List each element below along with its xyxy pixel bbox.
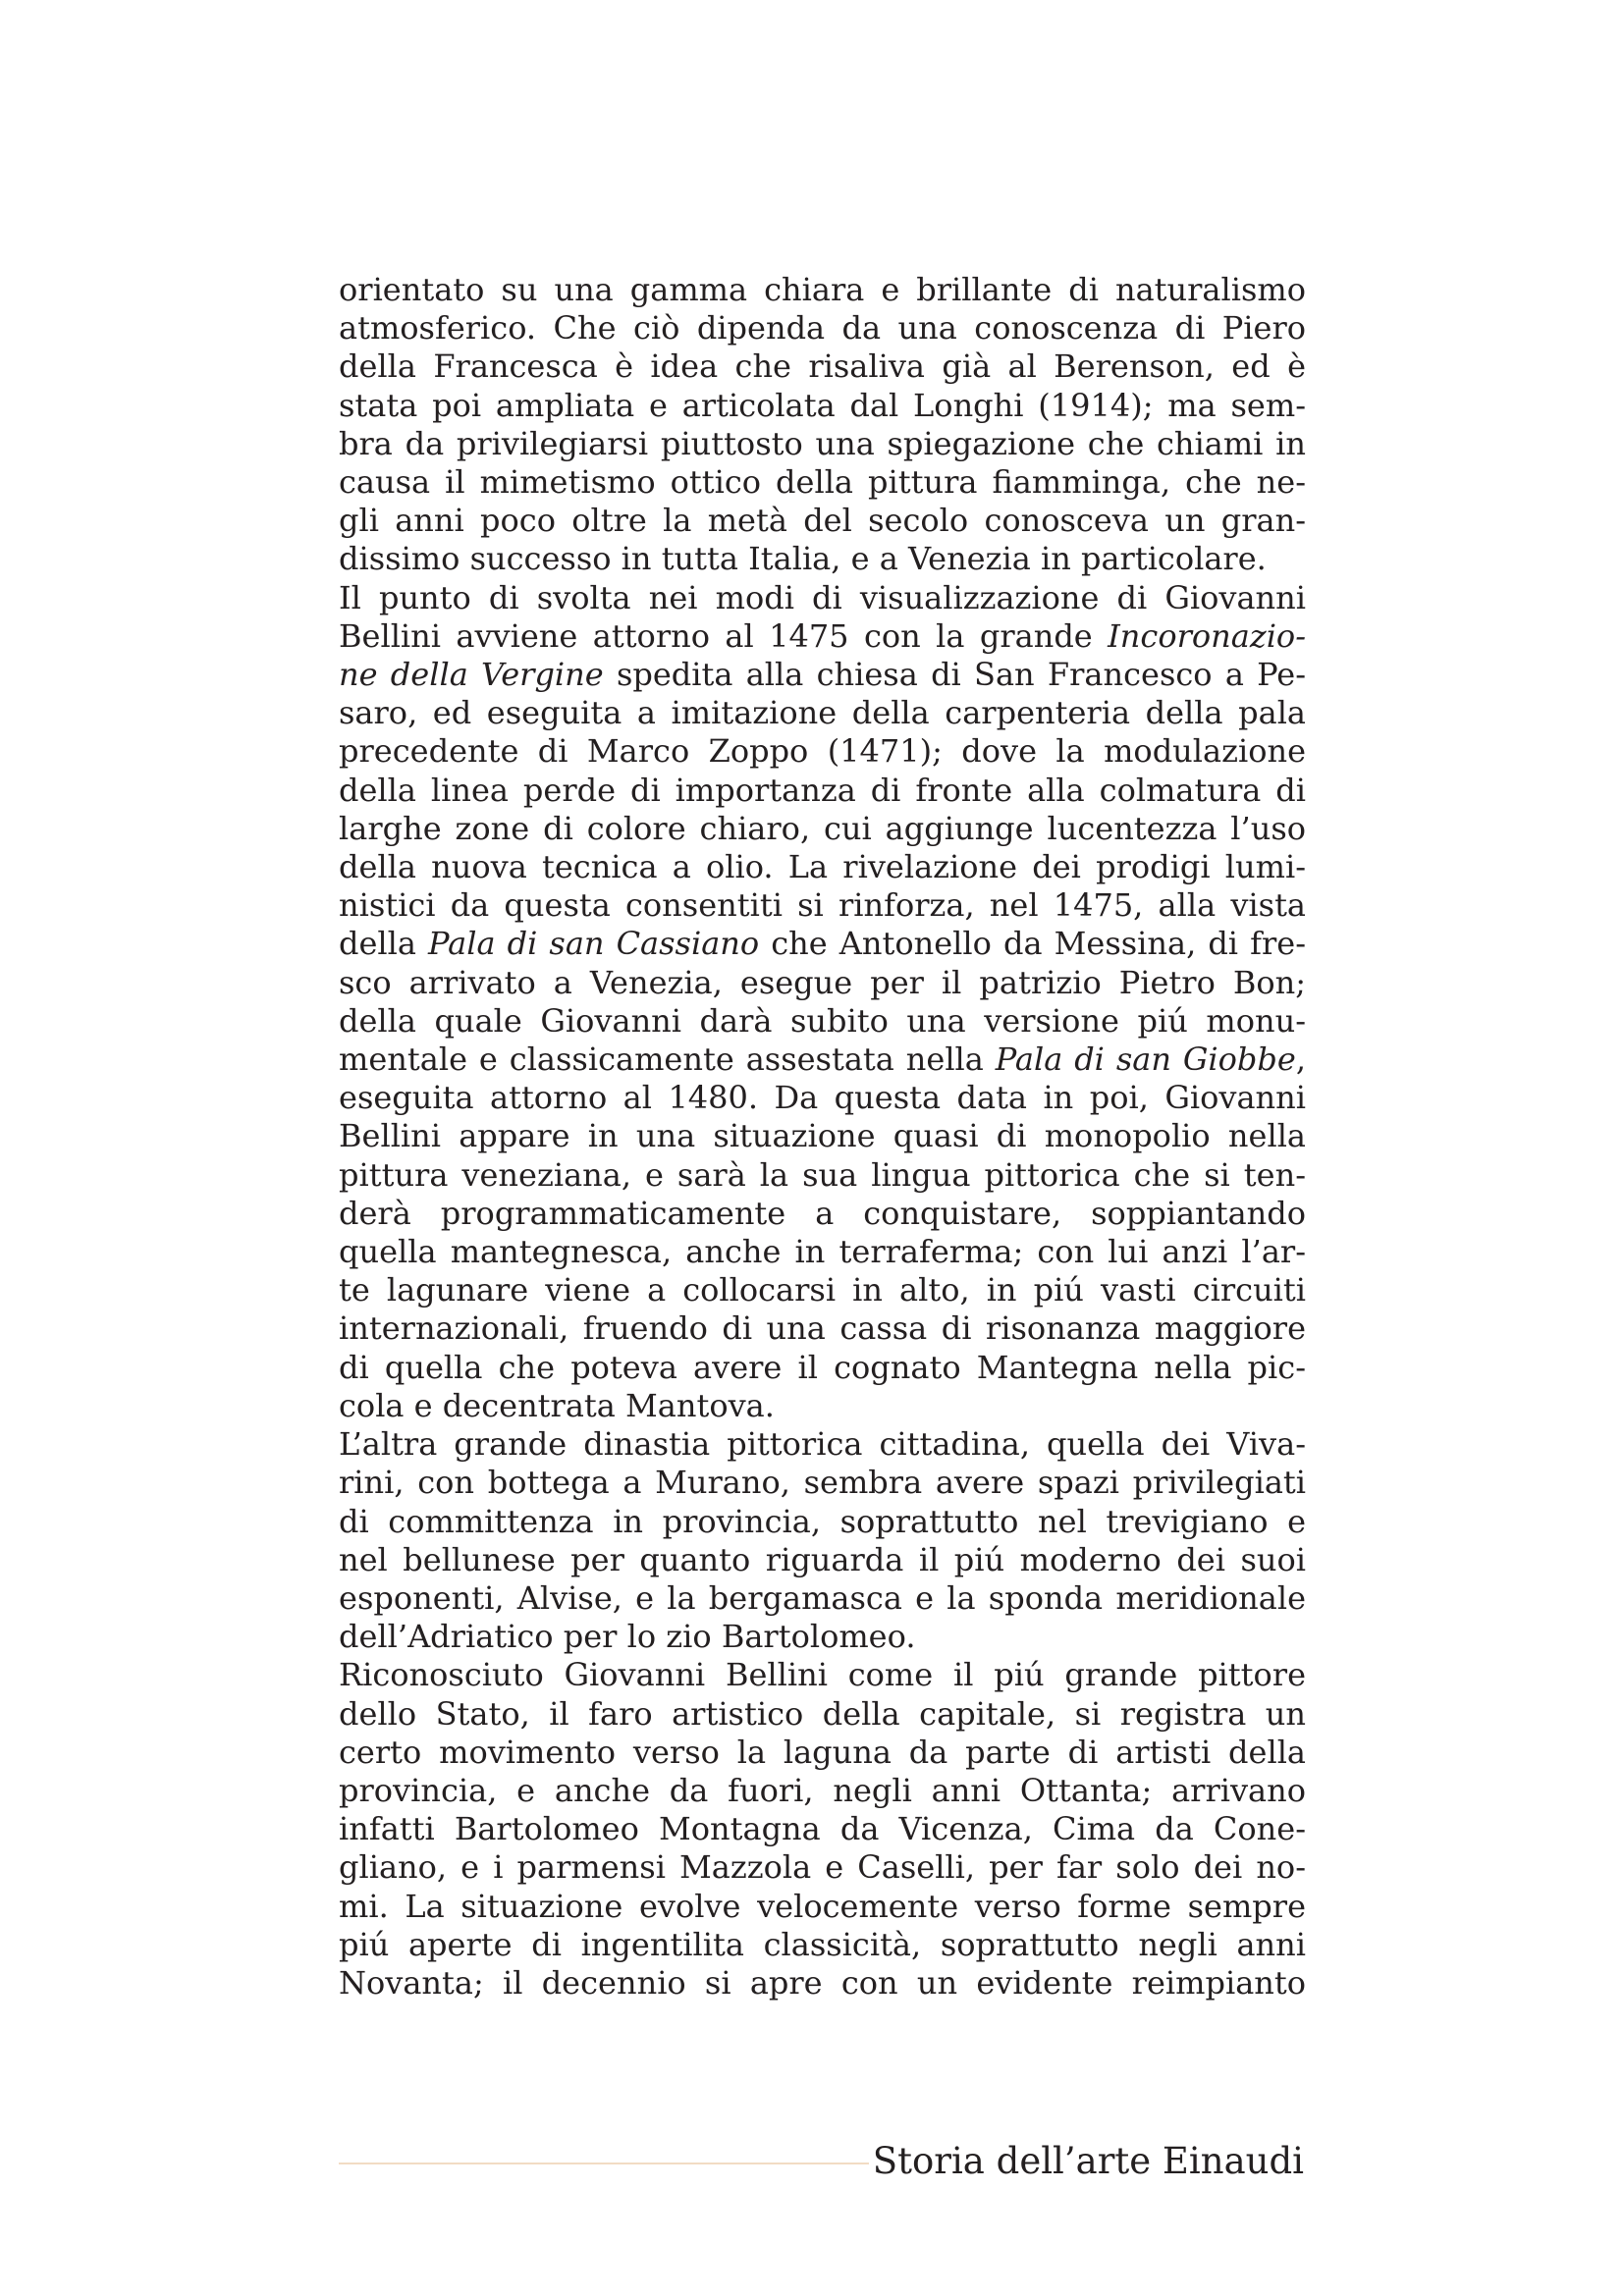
text-line: della linea perde di importanza di fronte alla colmatura di (339, 771, 1306, 809)
artwork-title: Incoronazio- (1108, 616, 1306, 655)
text-line: cola e decentrata Mantova. (339, 1386, 775, 1424)
text-line: atmosferico. Che ciò dipenda da una conoscenza di Piero (339, 309, 1306, 347)
text-line: quella mantegnesca, anche in terraferma; con lui anzi l’ar- (339, 1233, 1306, 1271)
text-line: certo movimento verso la laguna da parte di artisti della (339, 1733, 1306, 1771)
text-line: larghe zone di colore chiaro, cui aggiunge lucentezza l’uso (339, 809, 1306, 847)
text-run: che Antonello da Messina, di fre- (759, 925, 1307, 963)
body-text (339, 271, 1306, 2002)
text-run: spedita alla chiesa di San Francesco a Pe- (603, 656, 1306, 694)
text-line: bra da privilegiarsi piuttosto una spiegazione che chiami in (339, 424, 1306, 462)
text-run: , (1295, 1041, 1307, 1079)
text-line: infatti Bartolomeo Montagna da Vicenza, Cima da Cone- (339, 1810, 1306, 1848)
text-line: mi. La situazione evolve velocemente verso forme sempre (339, 1887, 1306, 1925)
artwork-title: Pala di san Cassiano (428, 925, 760, 963)
text-line: Riconosciuto Giovanni Bellini come il piú grande pittore (339, 1656, 1306, 1694)
paragraph (339, 1425, 1306, 1656)
text-line: gli anni poco oltre la metà del secolo conosceva un gran- (339, 502, 1306, 540)
text-line: di committenza in provincia, soprattutto nel trevigiano e (339, 1502, 1306, 1540)
text-line: nistici da questa consentiti si rinforza, nel 1475, alla vista (339, 886, 1306, 925)
text-run: della (339, 925, 429, 963)
text-line: piú aperte di ingentilita classicità, soprattutto negli anni (339, 1925, 1306, 1963)
text-line: internazionali, fruendo di una cassa di risonanza maggiore (339, 1309, 1306, 1348)
text-line: della quale Giovanni darà subito una versione piú monu- (339, 1001, 1306, 1040)
text-line (339, 925, 1306, 963)
text-line: sco arrivato a Venezia, esegue per il patrizio Pietro Bon; (339, 963, 1306, 1001)
paragraph (339, 1656, 1306, 2002)
text-line: dell’Adriatico per lo zio Bartolomeo. (339, 1618, 916, 1656)
text-line: nel bellunese per quanto riguarda il piú moderno dei suoi (339, 1540, 1306, 1578)
text-line (339, 1041, 1306, 1079)
text-line: precedente di Marco Zoppo (1471); dove la modulazione (339, 732, 1306, 771)
text-line: dissimo successo in tutta Italia, e a Venezia in particolare. (339, 540, 1267, 578)
text-line: della nuova tecnica a olio. La rivelazione dei prodigi lumi- (339, 848, 1306, 886)
text-line: esponenti, Alvise, e la bergamasca e la sponda meridionale (339, 1578, 1306, 1617)
footer-publication-title: Storia dell’arte Einaudi (872, 2140, 1304, 2182)
text-line: te lagunare viene a collocarsi in alto, in piú vasti circuiti (339, 1271, 1306, 1309)
text-line (339, 617, 1306, 656)
text-line: rini, con bottega a Murano, sembra avere spazi privilegiati (339, 1464, 1306, 1502)
text-line: orientato su una gamma chiara e brillante di naturalismo (339, 271, 1306, 308)
artwork-title: ne della Vergine (339, 656, 604, 694)
text-line (339, 656, 1306, 694)
text-line: Bellini appare in una situazione quasi di monopolio nella (339, 1117, 1306, 1155)
artwork-title: Pala di san Giobbe (995, 1041, 1296, 1079)
footer-divider (339, 2163, 869, 2164)
text-line: L’altra grande dinastia pittorica cittadina, quella dei Viva- (339, 1425, 1306, 1464)
text-line: della Francesca è idea che risaliva già al Berenson, ed è (339, 347, 1306, 386)
text-line: gliano, e i parmensi Mazzola e Caselli, per far solo dei no- (339, 1848, 1306, 1887)
text-line: dello Stato, il faro artistico della capitale, si registra un (339, 1694, 1306, 1733)
text-line: di quella che poteva avere il cognato Mantegna nella pic- (339, 1348, 1306, 1386)
text-line: eseguita attorno al 1480. Da questa data in poi, Giovanni (339, 1079, 1306, 1117)
text-line: causa il mimetismo ottico della pittura fiamminga, che ne- (339, 463, 1306, 502)
text-run: Bellini avviene attorno al 1475 con la grande (339, 616, 1109, 655)
paragraph (339, 579, 1306, 1425)
text-line: stata poi ampliata e articolata dal Longhi (1914); ma sem- (339, 386, 1306, 424)
text-line: provincia, e anche da fuori, negli anni Ottanta; arrivano (339, 1771, 1306, 1809)
text-line: pittura veneziana, e sarà la sua lingua pittorica che si ten- (339, 1155, 1306, 1194)
paragraph (339, 271, 1306, 579)
text-line: Novanta; il decennio si apre con un evidente reimpianto (339, 1963, 1306, 2002)
text-line: derà programmaticamente a conquistare, soppiantando (339, 1194, 1306, 1232)
text-line: Il punto di svolta nei modi di visualizzazione di Giovanni (339, 578, 1306, 616)
text-run: mentale e classicamente assestata nella (339, 1041, 996, 1079)
text-line: saro, ed eseguita a imitazione della carpenteria della pala (339, 694, 1306, 732)
